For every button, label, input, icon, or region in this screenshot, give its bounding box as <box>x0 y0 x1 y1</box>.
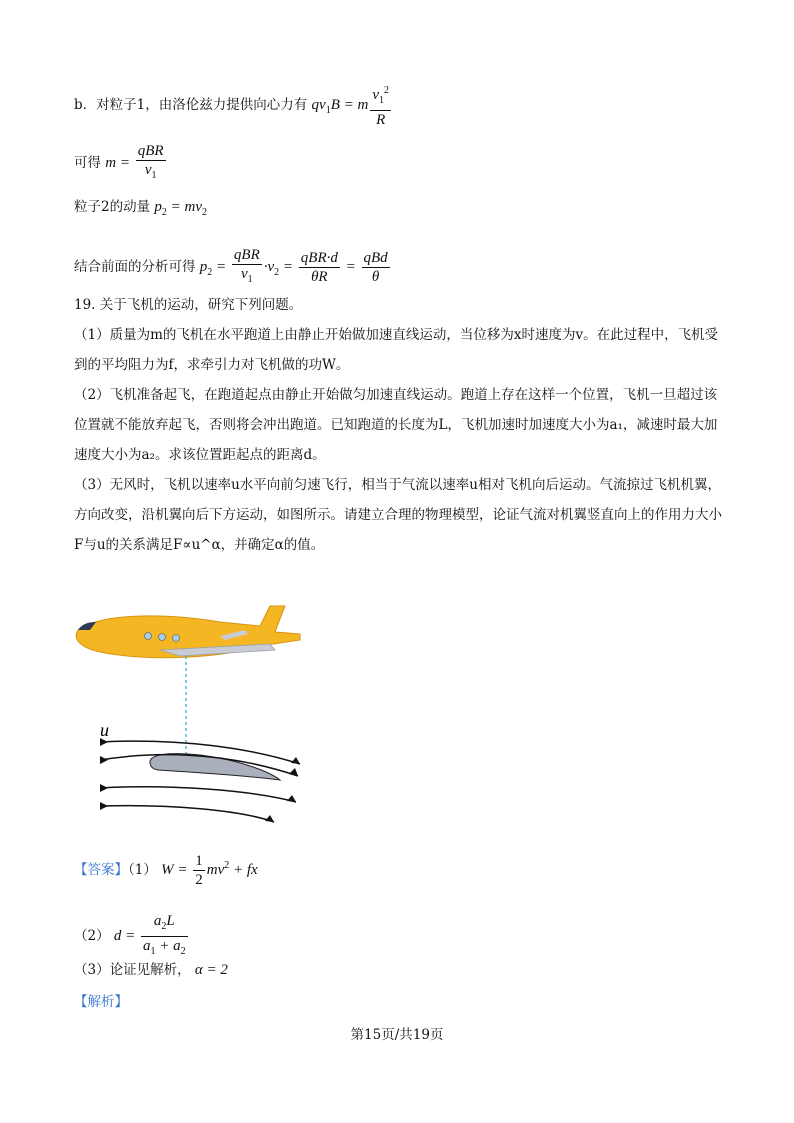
q19-part3: （3）无风时，飞机以速率u水平向前匀速飞行，相当于气流以速率u相对飞机向后运动。气流掠过飞机机翼，方向改变，沿机翼向后下方运动，如图所示。请建立合理的物理模型，论证气流对机翼竖直向上的作用力大小F与u的关系满足F∝u^α，并确定α的值。 <box>74 477 722 553</box>
part-b-intro: b．对粒子1，由洛伦兹力提供向心力有 <box>74 96 308 113</box>
q19-title: 19. 关于飞机的运动，研究下列问题。 <box>74 297 303 313</box>
answer-line-1 <box>74 852 258 889</box>
combine-equation: $p_2$ = $\frac{\text{qBR}}{v_1}$ $\cdot v_2$ = $\frac{\text{qBR·d}}{\theta R}$ = $\frac{\text{qBd}}{\theta}$ <box>199 247 388 285</box>
q19-part1: （1）质量为m的飞机在水平跑道上由静止开始做加速直线运动，当位移为x时速度为v。在此过程中，飞机受到的平均阻力为f，求牵引力对飞机做的功W。 <box>74 327 719 373</box>
airflow-label: u <box>100 720 109 740</box>
combine-label: 结合前面的分析可得 <box>74 258 196 275</box>
question-19 <box>74 290 724 560</box>
answer-tag: 【答案】 <box>74 861 128 878</box>
momentum-label: 粒子2的动量 <box>74 199 151 215</box>
airflow-streamlines <box>100 741 300 822</box>
momentum-line <box>74 197 207 223</box>
answer-3-text: （3）论证见解析， <box>74 962 191 978</box>
answer-2-prefix: （2） <box>74 927 110 944</box>
answer-line-2 <box>74 912 190 961</box>
momentum-equation: $p_2 = mv_2$ <box>154 199 208 218</box>
answer-1-prefix: （1） <box>128 861 157 878</box>
answer-3-value: α = 2 <box>194 962 228 978</box>
part-b-line <box>74 82 393 129</box>
lorentz-equation: $qv_1B = m$ $\frac{v_1^2}{R}$ <box>312 97 393 113</box>
mass-equation: m = $\frac{\text{qBR}}{v_1}$ <box>105 143 164 181</box>
result-prefix: 可得 <box>74 154 101 171</box>
combine-line <box>74 246 392 289</box>
analysis-tag: 【解析】 <box>74 994 128 1010</box>
mass-result-line <box>74 142 168 185</box>
answer-2-equation: d = $\frac{a_2L}{a_1 + a_2}$ <box>113 913 186 957</box>
q19-part2: （2）飞机准备起飞，在跑道起点由静止开始做匀加速直线运动。跑道上存在这样一个位置，飞机一旦超过该位置就不能放弃起飞，否则将会冲出跑道。已知跑道的长度为L，飞机加速时加速度大小为a₁，减速时最大加速度大小为a₂。求该位置距起点的距离d。 <box>74 387 718 463</box>
page-footer: 第15页/共19页 <box>350 1027 444 1043</box>
airplane-illustration <box>76 606 300 658</box>
airplane-airflow-figure <box>70 600 330 840</box>
answer-line-3 <box>74 960 228 980</box>
answer-1-equation: W = $\frac{1}{2}$ $mv^2$ + fx <box>161 853 258 888</box>
